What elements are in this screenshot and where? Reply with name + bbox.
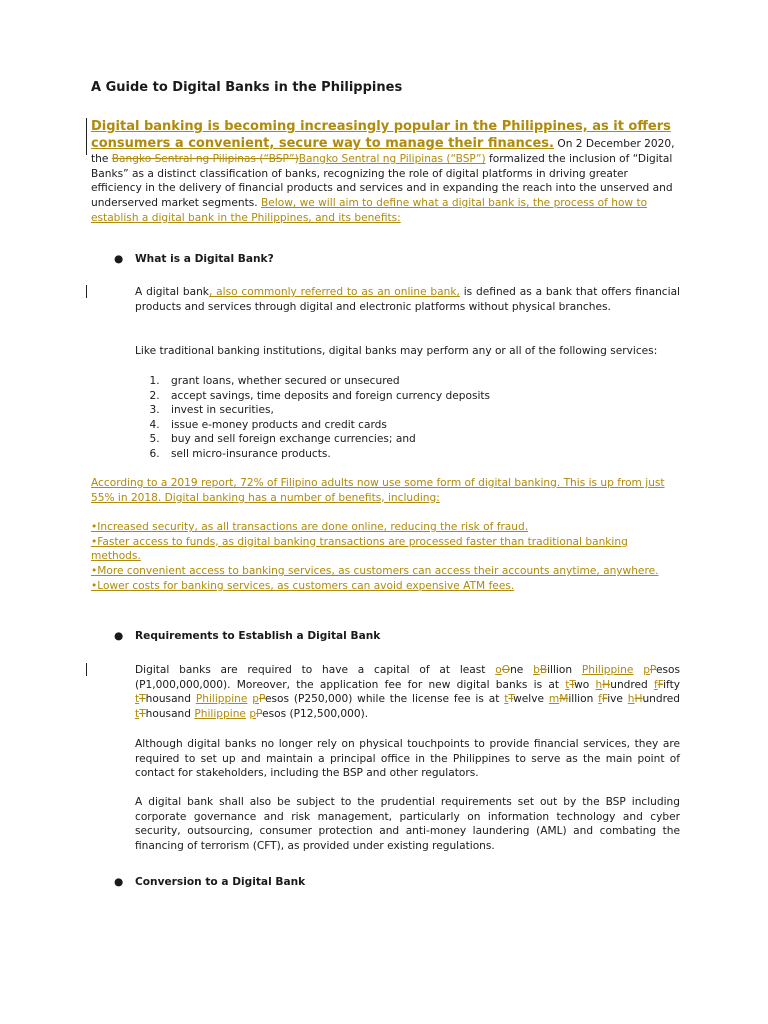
deleted-text: T [139,708,146,721]
section-heading-label: Requirements to Establish a Digital Bank [135,630,381,642]
intro-body: formalized the inclusion of “Digital Banks” as a distinct classification of banks, recognizing the role of digital platforms in driving greater efficiency in the delivery of financial products and services and in expanding the reach into the unserved and underserved market segments. [91,153,673,210]
inserted-text: Philippine [581,664,634,676]
inserted-text: t [135,708,140,721]
inserted-text: p [252,693,259,706]
definition-paragraph [135,285,680,314]
inserted-text: Philippine [194,708,246,721]
deleted-text: O [501,664,511,676]
inserted-text: o [495,664,502,676]
bullet-icon: ● [114,253,124,265]
intro-tail-inserted: Below, we will aim to define what a digital bank is, the process of how to establish a digital bank in the Philippines, and its benefits: [91,197,648,224]
deleted-text: F [657,678,664,691]
paragraph-text: illion [568,693,599,706]
list-item: 3. invest in securities, [163,403,683,418]
inserted-text: h [627,693,635,706]
paragraph-text: esos (P1,000,000,000). Moreover, the application fee for new digital banks is at [135,664,680,691]
inserted-text: m [548,693,560,706]
paragraph-text: undred [642,693,680,706]
list-item: 2. accept savings, time deposits and foreign currency deposits [163,389,683,404]
section-heading-label: Conversion to a Digital Bank [135,876,306,888]
benefits-list-inserted [91,520,680,594]
paragraph-text: housand [145,693,196,706]
benefit-item: •More convenient access to banking services, as customers can access their accounts anytime, anywhere. [91,565,659,578]
paragraph-text: esos (P250,000) while the license fee is at [265,693,505,706]
inserted-text: t [135,693,140,706]
inserted-text: h [595,678,603,691]
services-intro-paragraph: Like traditional banking institutions, digital banks may perform any or all of the following services: [135,345,658,357]
paragraph-text [633,664,643,676]
benefit-item: •Faster access to funds, as digital banking transactions are processed faster than traditional banking methods. [91,535,628,563]
paragraph-text: welve [513,693,549,706]
deleted-text: P [258,693,265,706]
bullet-icon: ● [114,876,124,888]
prudential-requirements-paragraph: A digital bank shall also be subject to the prudential requirements set out by the BSP including corporate governance and risk management, particularly on information technology and cyber security, outsourcing, consumer protection and anti-money laundering (AML) and combating the financing of terrorism (CFT), as provided under existing regulations. [135,796,680,853]
paragraph-text: illion [547,664,582,676]
intro-date: On 2 December 2020, [553,138,675,150]
benefit-item: •Increased security, as all transactions are done online, reducing the risk of fraud. [91,521,529,533]
intro-text: the [91,153,112,165]
paragraph-text: undred [610,678,655,691]
inserted-text: , also commonly referred to as an online bank, [208,286,460,298]
deleted-text: Bangko Sentral ng Pilipinas (“BSP”) [111,153,299,165]
section-heading-requirements [114,630,380,642]
list-item: 5. buy and sell foreign exchange currencies; and [163,432,683,447]
intro-lead-inserted: Digital banking is becoming increasingly popular in the Philippines, as it offers consumers a convenient, secure way to manage their finances. [91,119,671,151]
deleted-text: T [139,693,146,706]
deleted-text: P [256,708,263,721]
change-bar [86,285,87,298]
intro-paragraph [91,118,680,226]
inserted-text: f [598,693,602,706]
document-title: A Guide to Digital Banks in the Philippines [91,80,403,95]
list-item: 1. grant loans, whether secured or unsecured [163,374,683,389]
inserted-text: t [504,693,509,706]
inserted-text: t [565,678,570,691]
inserted-text: p [643,664,650,676]
section-heading-label: What is a Digital Bank? [135,253,274,265]
inserted-text: f [654,678,658,691]
deleted-text: P [649,664,656,676]
paragraph-text: wo [574,678,596,691]
paragraph-text: esos (P12,500,000). [262,708,369,721]
paragraph-text: ive [607,693,628,706]
deleted-text: H [634,693,643,706]
section-heading-conversion [114,876,305,888]
paragraph-text: ifty [663,678,680,691]
change-bar [86,663,87,676]
section-heading-what-is [114,253,274,265]
paragraph-text: A digital bank [135,286,209,298]
inserted-text: p [249,708,257,721]
report-paragraph-inserted [91,476,680,505]
deleted-text: T [569,678,575,691]
benefit-item: •Lower costs for banking services, as customers can avoid expensive ATM fees. [91,579,515,592]
deleted-text: B [539,664,548,676]
paragraph-text: is defined as a bank that offers financial products and services through digital and electronic platforms without physical branches. [135,286,681,313]
list-item: 4. issue e-money products and credit cards [163,418,683,433]
paragraph-text: housand [145,708,195,721]
capital-paragraph [135,663,680,722]
paragraph-text: ne [510,664,534,676]
principal-office-paragraph: Although digital banks no longer rely on physical touchpoints to provide financial services, they are required to set up and maintain a principal office in the Philippines to serve as the main point of contact for stakeholders, including the BSP and other regulators. [135,738,680,780]
inserted-text: Philippine [195,693,248,706]
deleted-text: H [602,678,611,691]
change-bar [86,118,87,155]
inserted-text: Bangko Sentral ng Pilipinas (“BSP”) [298,153,486,165]
bullet-icon: ● [114,630,124,642]
inserted-text: According to a 2019 report, 72% of Filipino adults now use some form of digital banking. This is up from just 55% in 2018. Digital banking has a number of benefits, including: [91,477,665,504]
deleted-text: T [508,693,514,706]
paragraph-text: Digital banks are required to have a capital of at least [135,664,496,676]
inserted-text: b [533,664,540,676]
deleted-text: F [601,693,608,706]
deleted-text: M [559,693,569,706]
services-list [135,374,683,462]
list-item: 6. sell micro-insurance products. [163,447,683,462]
